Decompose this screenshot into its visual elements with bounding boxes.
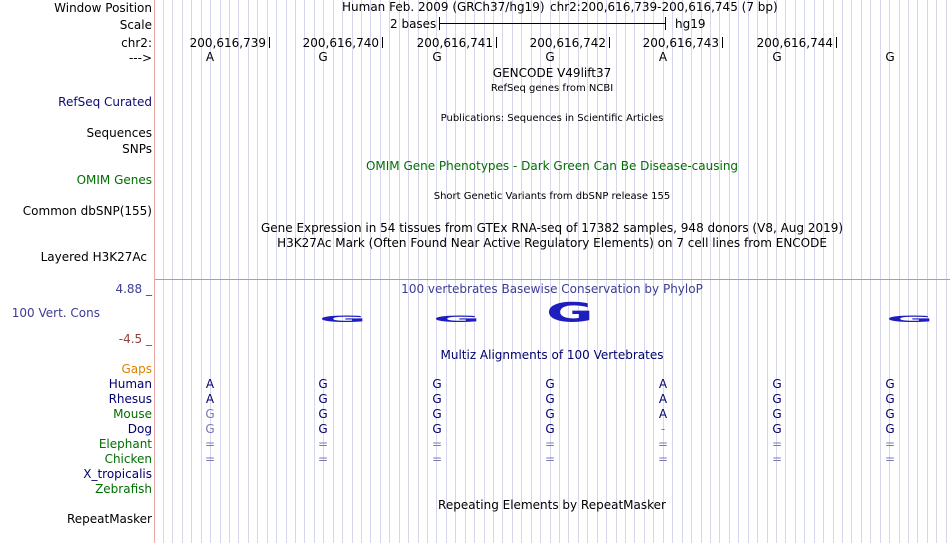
scale-text: 2 bases xyxy=(390,17,437,31)
gridline xyxy=(757,0,758,543)
reference-base: A xyxy=(658,50,668,64)
gridline xyxy=(267,0,268,543)
ruler-tick xyxy=(722,37,723,48)
gridline xyxy=(191,0,192,543)
ruler-tick xyxy=(836,37,837,48)
ruler-position: 200,616,741 xyxy=(416,36,493,50)
omim-track-title[interactable]: OMIM Gene Phenotypes - Dark Green Can Be Disease-causing xyxy=(365,159,739,173)
gridline xyxy=(182,0,183,543)
ruler-tick xyxy=(496,37,497,48)
aligned-base: - xyxy=(660,422,666,436)
gridline xyxy=(870,0,871,543)
refseq-track-label[interactable]: RefSeq Curated xyxy=(58,95,152,109)
aligned-base: = xyxy=(771,437,783,451)
window-position-value: chr2:200,616,739-200,616,745 (7 bp) xyxy=(550,0,778,14)
gridline xyxy=(389,0,390,543)
gridline xyxy=(842,0,843,543)
aligned-base: G xyxy=(772,407,782,421)
publications-track-title[interactable]: Publications: Sequences in Scientific Articles xyxy=(440,113,664,124)
ruler-position: 200,616,740 xyxy=(302,36,379,50)
gridline xyxy=(370,0,371,543)
gridline xyxy=(304,0,305,543)
logo-column xyxy=(319,314,367,325)
gridline xyxy=(380,0,381,543)
aligned-base: = xyxy=(884,452,896,466)
gridline xyxy=(408,0,409,543)
gridline xyxy=(908,0,909,543)
scale-bar xyxy=(439,23,666,24)
window-position-label: Window Position xyxy=(54,1,152,15)
cons-track-label[interactable]: 100 Vert. Cons xyxy=(11,306,100,320)
aligned-base: = xyxy=(431,452,443,466)
logo-column xyxy=(886,314,934,325)
aligned-base: = xyxy=(317,437,329,451)
phylop-track-title[interactable]: 100 vertebrates Basewise Conservation by PhyloP xyxy=(401,282,703,296)
ruler-position: 200,616,743 xyxy=(642,36,719,50)
aligned-base: G xyxy=(205,407,215,421)
gridline xyxy=(634,0,635,543)
strand-label[interactable]: ---> xyxy=(128,51,152,65)
gridline xyxy=(484,0,485,543)
refseq-track-title[interactable]: RefSeq genes from NCBI xyxy=(490,83,614,94)
dbsnp-track-title[interactable]: Short Genetic Variants from dbSNP release 155 xyxy=(433,191,671,202)
cons-max-label: 4.88 _ xyxy=(115,282,152,296)
aligned-base: G xyxy=(885,422,895,436)
species-label-chicken[interactable]: Chicken xyxy=(104,452,152,466)
scale-bar-left-cap xyxy=(439,17,440,30)
aligned-base: G xyxy=(545,407,555,421)
gridline xyxy=(616,0,617,543)
reference-base: G xyxy=(318,50,328,64)
aligned-base: G xyxy=(885,392,895,406)
h3k27ac-track-title[interactable]: H3K27Ac Mark (Often Found Near Active Regulatory Elements) on 7 cell lines from ENCODE xyxy=(277,236,827,250)
gridline xyxy=(644,0,645,543)
gridline xyxy=(927,0,928,543)
sequences-track-label[interactable]: Sequences xyxy=(86,126,152,140)
ruler-position: 200,616,739 xyxy=(189,36,266,50)
gridline xyxy=(814,0,815,543)
scale-db: hg19 xyxy=(675,17,706,31)
aligned-base: = xyxy=(657,452,669,466)
gridline xyxy=(710,0,711,543)
gaps-track-label[interactable]: Gaps xyxy=(121,362,152,376)
aligned-base: G xyxy=(432,377,442,391)
scale-label: Scale xyxy=(119,18,152,32)
aligned-base: = xyxy=(884,437,896,451)
ruler-position: 200,616,744 xyxy=(756,36,833,50)
aligned-base: = xyxy=(204,452,216,466)
gridline xyxy=(295,0,296,543)
aligned-base: A xyxy=(658,392,668,406)
species-label-mouse[interactable]: Mouse xyxy=(113,407,152,421)
gtex-track-title[interactable]: Gene Expression in 54 tissues from GTEx RNA-seq of 17382 samples, 948 donors (V8, Aug 2019) xyxy=(260,221,844,235)
gridline xyxy=(248,0,249,543)
assembly-title: Human Feb. 2009 (GRCh37/hg19) xyxy=(342,0,545,14)
species-label-x_tropicalis[interactable]: X_tropicalis xyxy=(83,467,152,481)
gridline xyxy=(276,0,277,543)
aligned-base: G xyxy=(432,422,442,436)
gridline xyxy=(719,0,720,543)
ruler-tick xyxy=(609,37,610,48)
gridline xyxy=(936,0,937,543)
gridline xyxy=(748,0,749,543)
aligned-base: G xyxy=(318,377,328,391)
reference-base: G xyxy=(432,50,442,64)
gridline xyxy=(729,0,730,543)
aligned-base: G xyxy=(432,407,442,421)
gridline xyxy=(172,0,173,543)
repeatmasker-track-label[interactable]: RepeatMasker xyxy=(66,512,152,526)
cons-min-label: -4.5 _ xyxy=(118,332,152,346)
gridline xyxy=(361,0,362,543)
gridline xyxy=(238,0,239,543)
dbsnp-track-label[interactable]: Common dbSNP(155) xyxy=(22,204,152,218)
gridline xyxy=(691,0,692,543)
gridline xyxy=(257,0,258,543)
repeatmasker-track-title[interactable]: Repeating Elements by RepeatMasker xyxy=(438,498,666,512)
aligned-base: G xyxy=(432,392,442,406)
gridline xyxy=(861,0,862,543)
gridline xyxy=(682,0,683,543)
ruler-tick xyxy=(382,37,383,48)
gridline xyxy=(474,0,475,543)
species-label-dog[interactable]: Dog xyxy=(127,422,152,436)
aligned-base: G xyxy=(545,377,555,391)
aligned-base: G xyxy=(772,422,782,436)
aligned-base: G xyxy=(318,422,328,436)
gridline xyxy=(333,0,334,543)
species-label-zebrafish[interactable]: Zebrafish xyxy=(95,482,152,496)
omim-track-label[interactable]: OMIM Genes xyxy=(76,173,152,187)
aligned-base: A xyxy=(205,377,215,391)
reference-base: G xyxy=(545,50,555,64)
logo-column xyxy=(433,314,481,325)
label-separator xyxy=(154,0,155,543)
aligned-base: G xyxy=(545,422,555,436)
gridline xyxy=(465,0,466,543)
logo-glyph: G xyxy=(433,314,481,325)
aligned-base: G xyxy=(885,407,895,421)
gridline xyxy=(804,0,805,543)
gridline xyxy=(823,0,824,543)
logo-glyph: G xyxy=(886,314,934,325)
aligned-base: = xyxy=(431,437,443,451)
gridline xyxy=(833,0,834,543)
aligned-base: A xyxy=(205,392,215,406)
aligned-base: = xyxy=(317,452,329,466)
aligned-base: = xyxy=(657,437,669,451)
gridline xyxy=(738,0,739,543)
multiz-track-title[interactable]: Multiz Alignments of 100 Vertebrates xyxy=(440,348,664,362)
gridline xyxy=(399,0,400,543)
snps-track-label[interactable]: SNPs xyxy=(122,142,152,156)
gridline xyxy=(701,0,702,543)
aligned-base: = xyxy=(771,452,783,466)
aligned-base: A xyxy=(658,407,668,421)
species-label-rhesus[interactable]: Rhesus xyxy=(108,392,152,406)
reference-base: A xyxy=(205,50,215,64)
gridline xyxy=(946,0,947,543)
aligned-base: G xyxy=(772,377,782,391)
gridline xyxy=(418,0,419,543)
logo-glyph: G xyxy=(319,314,367,325)
ruler-position: 200,616,742 xyxy=(529,36,606,50)
gridline xyxy=(455,0,456,543)
h3k27ac-track-label[interactable]: Layered H3K27Ac xyxy=(40,250,147,264)
gridline xyxy=(342,0,343,543)
track-separator xyxy=(155,279,950,280)
aligned-base: G xyxy=(885,377,895,391)
species-label-elephant[interactable]: Elephant xyxy=(98,437,152,451)
logo-column xyxy=(546,296,594,329)
gridline xyxy=(352,0,353,543)
aligned-base: G xyxy=(205,422,215,436)
reference-base: G xyxy=(772,50,782,64)
scale-bar-right-cap xyxy=(665,17,666,30)
ruler-tick xyxy=(269,37,270,48)
gridline xyxy=(795,0,796,543)
logo-glyph: G xyxy=(546,296,594,329)
aligned-base: G xyxy=(772,392,782,406)
aligned-base: G xyxy=(318,392,328,406)
species-label-human[interactable]: Human xyxy=(108,377,152,391)
gridline xyxy=(625,0,626,543)
gridline xyxy=(163,0,164,543)
gridline xyxy=(851,0,852,543)
gridline xyxy=(229,0,230,543)
gridline xyxy=(220,0,221,543)
reference-base: G xyxy=(885,50,895,64)
aligned-base: G xyxy=(545,392,555,406)
chrom-label: chr2: xyxy=(121,36,152,50)
aligned-base: = xyxy=(204,437,216,451)
gencode-track-title[interactable]: GENCODE V49lift37 xyxy=(492,66,612,80)
aligned-base: G xyxy=(318,407,328,421)
aligned-base: A xyxy=(658,377,668,391)
gridline xyxy=(917,0,918,543)
aligned-base: = xyxy=(544,437,556,451)
aligned-base: = xyxy=(544,452,556,466)
gridline xyxy=(286,0,287,543)
